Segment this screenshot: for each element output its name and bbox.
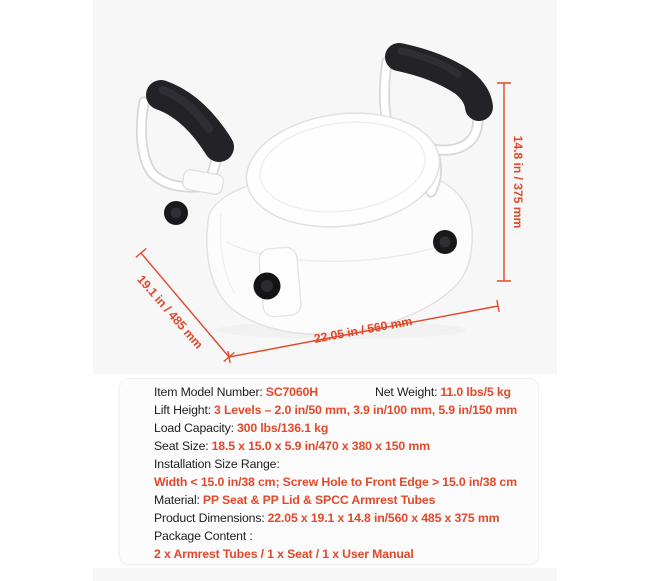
spec-row-lift-height (154, 401, 530, 419)
net-weight-value: 11.0 lbs/5 kg (440, 385, 511, 399)
spec-row-material (154, 491, 530, 509)
lift-height-value: 3 Levels – 2.0 in/50 mm, 3.9 in/100 mm, 5.9 in/150 mm (213, 403, 518, 417)
installation-range-label: Installation Size Range: (154, 457, 280, 471)
lift-height-label: Lift Height: (154, 403, 211, 417)
installation-range-value: Width < 15.0 in/38 cm; Screw Hole to Front Edge > 15.0 in/38 cm (154, 475, 517, 489)
material-label: Material: (154, 493, 200, 507)
model-label: Item Model Number: (154, 385, 263, 399)
spec-row-load-capacity (154, 419, 530, 437)
product-photo-section (93, 0, 557, 374)
load-capacity-label: Load Capacity: (154, 421, 234, 435)
product-dimensions-label: Product Dimensions: (154, 511, 265, 525)
spec-row-seat-size (154, 437, 530, 455)
spec-row-model (154, 383, 530, 401)
spec-card (119, 378, 539, 565)
material-value: PP Seat & PP Lid & SPCC Armrest Tubes (202, 493, 436, 507)
next-section-preview (93, 568, 557, 581)
spec-row-package-content-label (154, 527, 530, 545)
content-column (93, 0, 557, 581)
spec-row-net-weight (375, 383, 511, 401)
spec-row-package-content-value (154, 545, 530, 563)
height-dimension-line (497, 83, 511, 281)
depth-dimension-label: 19.1 in / 485 mm (134, 272, 206, 352)
seat-size-label: Seat Size: (154, 439, 209, 453)
spec-row-installation-range-label (154, 455, 530, 473)
product-dimensions-value: 22.05 x 19.1 x 14.8 in/560 x 485 x 375 mm (267, 511, 500, 525)
package-content-value: 2 x Armrest Tubes / 1 x Seat / 1 x User Manual (154, 547, 414, 561)
package-content-label: Package Content : (154, 529, 253, 543)
spec-row-product-dimensions (154, 509, 530, 527)
spec-row-installation-range-value (154, 473, 530, 491)
spec-section (93, 374, 557, 568)
seat-size-value: 18.5 x 15.0 x 5.9 in/470 x 380 x 150 mm (211, 439, 430, 453)
height-dimension-label: 14.8 in / 375 mm (511, 135, 525, 229)
model-value: SC7060H (265, 385, 318, 399)
product-illustration (93, 0, 557, 374)
width-dimension-label: 22.05 in / 560 mm (312, 314, 414, 346)
load-capacity-value: 300 lbs/136.1 kg (236, 421, 329, 435)
net-weight-label: Net Weight: (375, 385, 438, 399)
